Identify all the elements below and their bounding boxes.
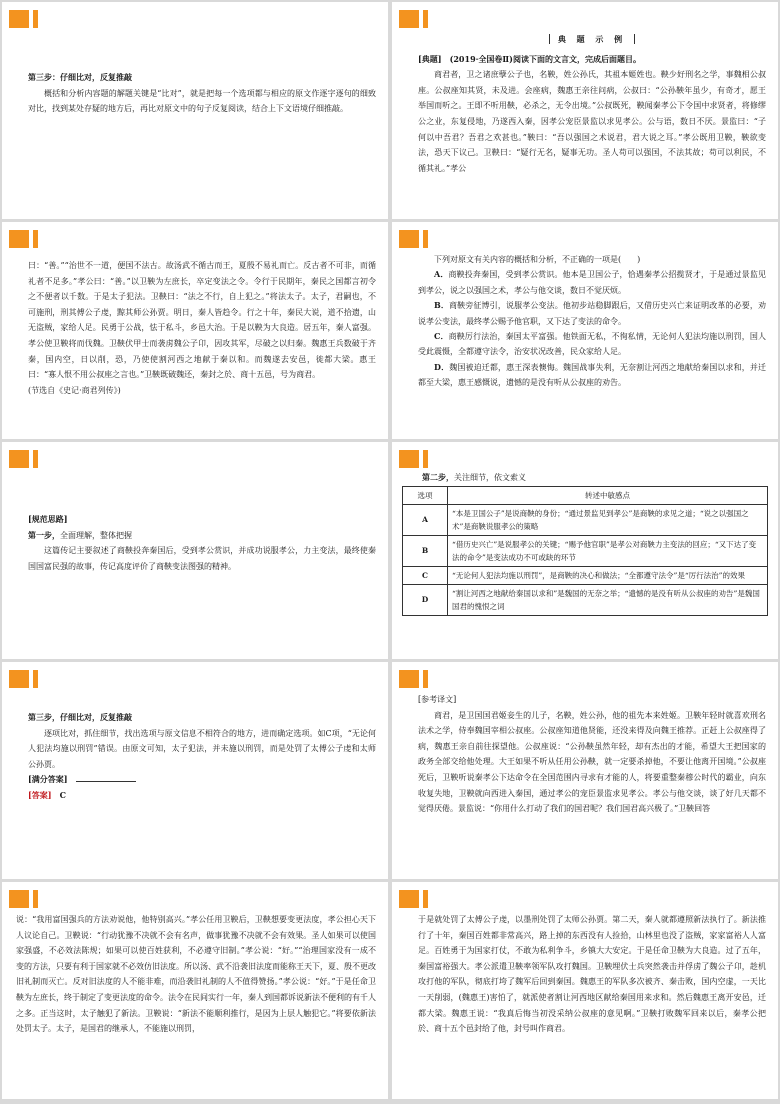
answer-line: [答案] C xyxy=(28,789,66,800)
option-d: D．魏国被迫迁都，惠王深表懊悔。魏国战事失利，无奈割让河西之地献给秦国以求和，并迁都至大梁，惠王感慨说，遗憾的是没有听从公叔座的劝告。 xyxy=(418,361,767,388)
question-stem: 下列对原文有关内容的概括和分析，不正确的一项是( ) xyxy=(434,255,641,264)
slide-1 xyxy=(2,2,388,219)
paragraph: 说：“我用富国强兵的方法劝说他，他特别高兴。”孝公任用卫鞅后，卫鞅想要变更法度，孝公担心天下人议论自己。卫鞅说：“行动犹豫不决就不会有名声，做事犹豫不决就不会有效果。圣人如果可以使国家强盛，不必效法陈规；如果可以使百姓获利，不必遵守旧制。”孝公说：“好。”“治理国家没有一成不变的方法，只要有利于国家就不必效仿旧法度。所以汤、武不沿袭旧法度而能称王天下，夏、殷不更改旧礼制而灭亡。反对旧法度的人不能非难，而沿袭旧礼制的人不值得赞扬。”孝公说：“好。”于是任命卫鞅为左庶长，终于制定了变更法度的命令。法令在民间实行一年，秦人到国都诉说新法不便利的有千人之多。正当这时，太子触犯了新法。卫鞅说：“新法不能顺利推行，是因为上层人触犯它。”将要依新法处罚太子。太子，是国君的继承人，不能施以刑罚， xyxy=(16,915,376,1034)
passage: 曰：“善。”“治世不一道，便国不法古。故汤武不循古而王，夏殷不易礼而亡。反古者不可非，而循礼者不足多。”孝公曰：“善。”以卫鞅为左庶长，卒定变法之令。令行于民期年，秦民之国都言初令之不便者以千数。于是太子犯法。卫鞅曰：“法之不行，自上犯之。”将法太子。太子，君嗣也，不可施刑，刑其傅公子虔，黥其师公孙贾。明日，秦人皆趋令。行之十年，秦民大说，道不拾遗，山无盗贼，家给人足。民勇于公战，怯于私斗，乡邑大治。于是以鞅为大良造。居五年，秦人富强。孝公使卫鞅将而伐魏。卫鞅伏甲士而袭虏魏公子卬，因攻其军，尽破之以归秦。魏惠王兵数破于齐秦，国内空，日以削，恐，乃使使割河西之地献于秦以和。而魏遂去安邑，徙都大梁。惠王曰：“寡人恨不用公叔座之言也。”卫鞅既破魏还，秦封之於、商十五邑，号为商君。 xyxy=(28,261,376,380)
slide-5 xyxy=(2,442,388,659)
table-row xyxy=(403,584,768,615)
slide-8 xyxy=(392,662,778,879)
slide-4 xyxy=(392,222,778,439)
option-c: C．商鞅厉行法治，秦国太平富强。他铁面无私，不徇私情，无论何人犯法均施以刑罚，国人受此震慑，全都遵守法令，治安状况改善，民众家给人足。 xyxy=(418,331,766,357)
slide-3 xyxy=(2,222,388,439)
step-heading: 第二步，关注细节，依文索义 xyxy=(422,472,526,482)
paragraph: 商君，是卫国国君姬妾生的儿子，名鞅，姓公孙，他的祖先本来姓姬。卫鞅年轻时就喜欢刑名法术之学，侍奉魏国宰相公叔座。公叔座知道他贤能，还没来得及向魏王推荐。正赶上公叔座得了病，魏惠王亲自前往探望他。公叔座说：“公孙鞅虽然年轻，却有杰出的才能，希望大王把国家的政务全部交给他处理。大王如果不听从任用公孙鞅，就一定要杀掉他，不要让他离开国境。”公叔座死后，卫鞅听说秦孝公下达命令在全国范围内寻求有才能的人，将要重整秦穆公时代的霸业，向东收复失地，卫鞅就向西进入秦国，通过孝公的宠臣景监求见孝公。孝公与他交谈，谈了好几天都不觉得厌倦。景监说：“你用什么打动了我们的国君呢？我们国君高兴极了。”卫鞅回答 xyxy=(418,710,766,814)
slide-9 xyxy=(2,882,388,1099)
table-header: 选项 xyxy=(403,486,448,504)
paragraph: 逐项比对，抓住细节，找出选项与原文信息不相符合的地方，进而确定选项。如C项，“无论何人犯法均施以刑罚”错误。由原文可知，太子犯法，并未施以刑罚，而是处罚了太傅公子虔和太师公孙贾。 xyxy=(28,728,376,769)
slide-10 xyxy=(392,882,778,1099)
table-cell-text: “借历史兴亡”是说服孝公的关键；“赐予他官职”是孝公对商鞅力主变法的回应；“又下达了变法的命令”是变法成功不可或缺的环节 xyxy=(448,535,768,566)
table-cell-option: D xyxy=(403,584,448,615)
option-a: A．商鞅投奔秦国，受到孝公赏识。他本是卫国公子，恰遇秦孝公招揽贤才，于是通过景监见到孝公，说之以强国之术，孝公与他交谈，数日不觉厌烦。 xyxy=(418,269,766,295)
table-cell-option: A xyxy=(403,504,448,535)
analysis-table xyxy=(402,486,768,616)
example-banner: 典 题 示 例 xyxy=(418,32,766,48)
section-label: [规范思路] xyxy=(28,514,68,524)
paragraph: 这篇传记主要叙述了商鞅投奔秦国后，受到孝公赏识，并成功说服孝公，力主变法，最终使秦国国富民强的故事，传记高度评价了商鞅变法图强的精神。 xyxy=(28,546,376,571)
table-cell-option: B xyxy=(403,535,448,566)
paragraph: 于是就处罚了太傅公子虔，以墨刑处罚了太师公孙贾。第二天，秦人就都遵照新法执行了。新法推行了十年，秦国百姓都非常高兴，路上掉的东西没有人捡拾，山林里也没了盗贼，家家富裕人人富足。百姓勇于为国家打仗，不敢为私利争斗，乡镇大大安定。于是任命卫鞅为大良造。过了五年，秦国富裕强大。孝公派遣卫鞅率领军队攻打魏国。卫鞅埋伏士兵突然袭击并俘虏了魏公子卬，趁机攻打他的军队，彻底打垮了魏军后回到秦国。魏惠王的军队多次被齐、秦击败，国内空虚，一天比一天削弱，(魏惠王)害怕了，就派使者割让河西地区献给秦国用来求和。然后魏惠王离开安邑，迁都大梁。魏惠王说：“我真后悔当初没采纳公叔座的意见啊。”卫鞅打败魏军回来以后，秦孝公把於、商十五个邑封给了他，封号叫作商君。 xyxy=(418,915,766,1034)
table-row xyxy=(403,566,768,584)
table-header-row xyxy=(403,486,768,504)
table-row xyxy=(403,535,768,566)
table-cell-option: C xyxy=(403,566,448,584)
full-answer-line: [满分答案] xyxy=(28,772,376,788)
step-heading: 第三步，仔细比对，反复推敲 xyxy=(28,712,132,722)
table-cell-text: “无论何人犯法均施以刑罚”，是商鞅的决心和做法；“全都遵守法令”是“厉行法治”的效果 xyxy=(448,566,768,584)
slide-7 xyxy=(2,662,388,879)
answer-blank xyxy=(76,773,136,782)
table-cell-text: “本是卫国公子”是说商鞅的身份；“通过景监见到孝公”是商鞅的求见之道；“说之以强国之术”是商鞅说服孝公的策略 xyxy=(448,504,768,535)
slide-6 xyxy=(392,442,778,659)
option-b: B．商鞅旁征博引，说服孝公变法。他初步站稳脚跟后，又借历史兴亡来证明改革的必要，劝说孝公变法，最终孝公赐予他官职，又下达了变法的命令。 xyxy=(418,300,766,326)
question-intro: [典题] (2019·全国卷Ⅱ)阅读下面的文言文，完成后面题目。 xyxy=(418,53,641,64)
table-row xyxy=(403,504,768,535)
table-header: 转述中敏感点 xyxy=(448,486,768,504)
step-heading: 第三步：仔细比对，反复推敲 xyxy=(28,72,132,82)
paragraph: 概括和分析内容题的解题关键是“比对”，就是把每一个选项都与相应的原文作逐字逐句的细致对比，找到某处存疑的地方后，再比对原文中的句子反复阅读，结合上下文语境仔细推敲。 xyxy=(28,88,376,114)
table-cell-text: “割让河西之地献给秦国以求和”是魏国的无奈之举；“遗憾的是没有听从公叔座的劝告”是魏国国君的愧恨之词 xyxy=(448,584,768,615)
source-citation: (节选自《史记·商君列传》) xyxy=(28,385,121,395)
passage: 商君者，卫之诸庶孽公子也，名鞅，姓公孙氏，其祖本姬姓也。鞅少好刑名之学，事魏相公叔座。公叔座知其贤，未及进。会座病，魏惠王亲往问病，公叔曰：“公孙鞅年虽少，有奇才，愿王举国而听之。王即不听用鞅，必杀之，无令出境。”公叔既死，鞅闻秦孝公下令国中求贤者，将修缪公之业，东复侵地，乃遂西入秦，因孝公宠臣景监以求见孝公。公与语，数日不厌。景监曰：“子何以中吾君？吾君之欢甚也。”鞅曰：“吾以强国之术说君，君大说之耳。”孝公既用卫鞅，鞅欲变法，恐天下议己。卫鞅曰：“疑行无名，疑事无功。圣人苟可以强国，不法其故；苟可以利民，不循其礼。”孝公 xyxy=(418,70,766,173)
step-heading: 第一步，全面理解，整体把握 xyxy=(28,529,132,540)
section-label: [参考译文] xyxy=(418,695,457,704)
slide-2 xyxy=(392,2,778,219)
